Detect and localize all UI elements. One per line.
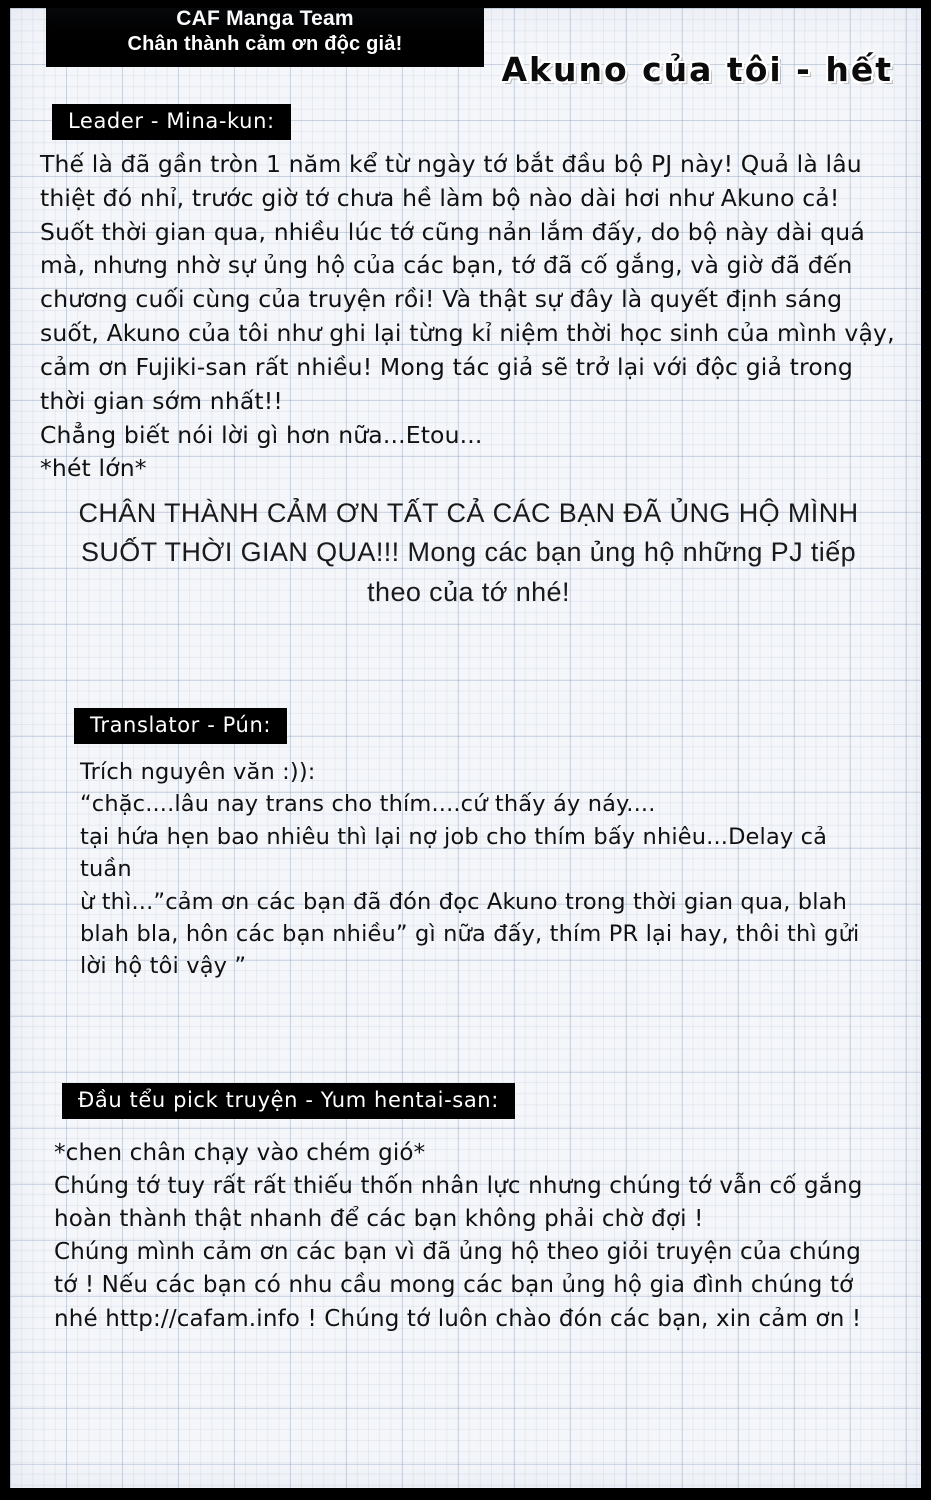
translator-paragraph-2: “chặc....lâu nay trans cho thím....cứ thấy áy náy.... <box>80 791 656 818</box>
translator-paragraph-3: tại hứa hẹn bao nhiêu thì lại nợ job cho thím bấy nhiêu...Delay cả tuần <box>80 823 828 883</box>
section-label-translator: Translator - Pún: <box>74 708 287 744</box>
translator-paragraph-4: ừ thì...”cảm ơn các bạn đã đón đọc Akuno trong thời gian qua, blah blah bla, hôn các bạn nhiều” gì nữa đấy, thím PR lại hay, thôi thì gửi lời hộ tôi vậy ” <box>80 888 860 980</box>
leader-paragraph-2: Suốt thời gian qua, nhiều lúc tớ cũng nản lắm đấy, do bộ này dài quá mà, nhưng nhờ sự ủng hộ của các bạn, tớ đã cố gắng, và giờ đã đến chương cuối cùng của truyện rồi! Và thật sự đây là quyết định sáng suốt, Akuno của tôi như ghi lại từng kỉ niệm thời học sinh của mình vậy, cảm ơn Fujiki-san rất nhiều! Mong tác giả sẽ trở lại với độc giả trong thời gian sớm nhất!! <box>40 217 895 415</box>
team-banner-line1: CAF Manga Team <box>176 8 354 30</box>
translator-body <box>80 756 881 983</box>
section-label-pick: Đầu tểu pick truyện - Yum hentai-san: <box>62 1083 515 1119</box>
team-banner <box>46 8 484 67</box>
section-label-leader: Leader - Mina-kun: <box>52 104 291 140</box>
leader-paragraph-1: Thế là đã gần tròn 1 năm kể từ ngày tớ bắt đầu bộ PJ này! Quả là lâu thiệt đó nhỉ, trước giờ tớ chưa hề làm bộ nào dài hơi như Akuno cả! <box>40 150 862 212</box>
translator-paragraph-1: Trích nguyên văn :)): <box>80 759 316 785</box>
section-translator <box>66 708 881 983</box>
leader-paragraph-4: *hét lớn* <box>40 454 147 483</box>
section-pick <box>54 1083 891 1336</box>
leader-paragraph-3: Chẳng biết nói lời gì hơn nữa...Etou... <box>40 420 483 449</box>
leader-body <box>40 148 897 486</box>
section-leader <box>40 104 897 612</box>
chapter-title: Akuno của tôi - hết <box>501 50 893 89</box>
leader-shout-text: CHÂN THÀNH CẢM ƠN TẤT CẢ CÁC BẠN ĐÃ ỦNG HỘ MÌNH SUỐT THỜI GIAN QUA!!! Mong các bạn ủng hộ những PJ tiếp theo của tớ nhé! <box>78 498 859 607</box>
team-banner-line2: Chân thành cảm ơn độc giả! <box>127 33 403 56</box>
grid-paper-sheet <box>10 8 921 1488</box>
pick-body <box>54 1137 891 1336</box>
translator-tag-row <box>66 708 881 744</box>
pick-tag-row <box>54 1083 891 1119</box>
pick-paragraph-1: *chen chân chạy vào chém gió* <box>54 1140 426 1166</box>
leader-tag-row <box>40 104 897 140</box>
pick-paragraph-2: Chúng tớ tuy rất rất thiếu thốn nhân lực nhưng chúng tớ vẫn cố gắng hoàn thành thật nhanh để các bạn không phải chờ đợi ! <box>54 1173 863 1233</box>
pick-paragraph-3: Chúng mình cảm ơn các bạn vì đã ủng hộ theo giỏi truyện của chúng tớ ! Nếu các bạn có nhu cầu mong các bạn ủng hộ gia đình chúng tớ nhé http://cafam.info ! Chúng tớ luôn chào đón các bạn, xin cảm ơn ! <box>54 1239 862 1332</box>
